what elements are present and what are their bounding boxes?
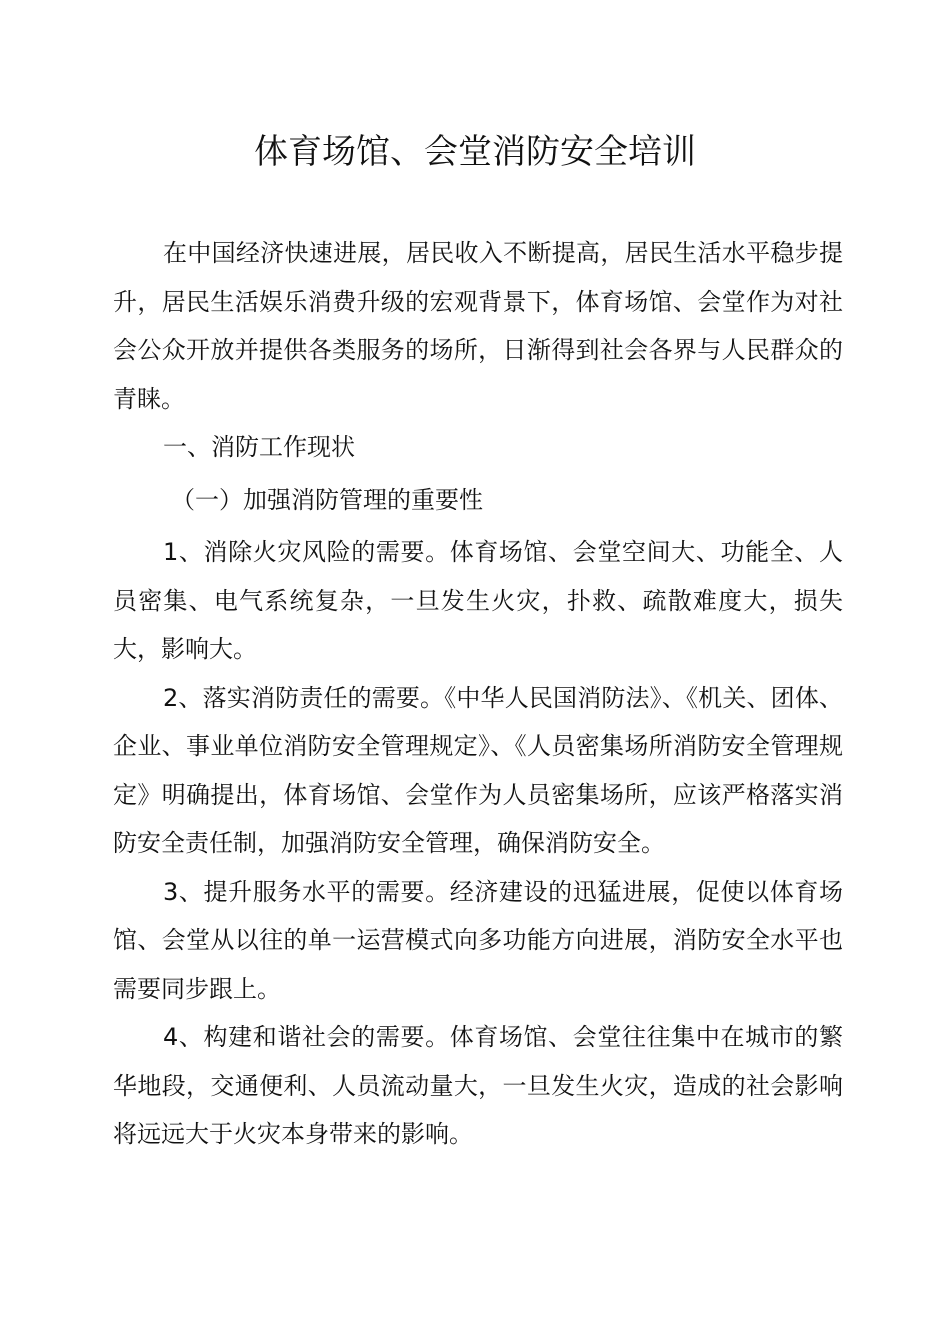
subsection-heading: （一）加强消防管理的重要性 [171,485,483,514]
document-title: 体育场馆、会堂消防安全培训 [254,132,696,172]
document-body [113,229,843,1159]
section-heading: 一、消防工作现状 [163,433,355,461]
point-paragraph-2: 2、落实消防责任的需要。《中华人民国消防法》、《机关、团体、企业、事业单位消防安全管理规定》、《人员密集场所消防安全管理规定》明确提出，体育场馆、会堂作为人员密集场所，应该严格落实消防安全责任制，加强消防安全管理，确保消防安全。 [113,683,843,857]
point-paragraph-3: 3、提升服务水平的需要。经济建设的迅猛进展，促使以体育场馆、会堂从以往的单一运营模式向多功能方向进展，消防安全水平也需要同步跟上。 [113,877,843,1003]
intro-paragraph: 在中国经济快速进展，居民收入不断提高，居民生活水平稳步提升，居民生活娱乐消费升级的宏观背景下，体育场馆、会堂作为对社会公众开放并提供各类服务的场所，日渐得到社会各界与人民群众的青睐。 [113,239,843,413]
point-paragraph-4: 4、构建和谐社会的需要。体育场馆、会堂往往集中在城市的繁华地段，交通便利、人员流动量大，一旦发生火灾，造成的社会影响将远远大于火灾本身带来的影响。 [113,1023,843,1148]
point-paragraph-1: 1、消除火灾风险的需要。体育场馆、会堂空间大、功能全、人员密集、电气系统复杂，一旦发生火灾，扑救、疏散难度大，损失大，影响大。 [113,538,843,663]
